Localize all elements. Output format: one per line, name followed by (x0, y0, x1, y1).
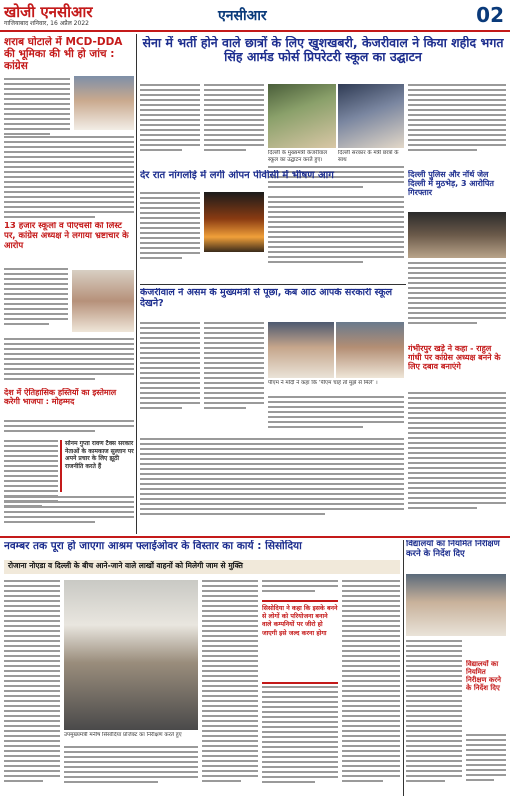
congress-story (408, 344, 506, 388)
left-bottom-story (4, 388, 134, 418)
kejriwal-photo (268, 322, 334, 378)
flyover-quote: सिसोदिया ने कहा कि इसके बनने से लोगों को परियोजना बनाने वाले कम्पनियों पर जीरो हो जाएगी इसे जल्द करना होगा (262, 605, 338, 637)
flyover-subhead-bar (4, 560, 400, 574)
police-story (408, 170, 506, 210)
left-bottom-quote: सोनम गुप्ता रावण टैक्स सरकार नेताओं के कामकाज सुल्तान पर अपने प्रचार के लिए झूठी राजनीति करते हैं (65, 440, 134, 470)
page-number: 02 (476, 3, 504, 27)
flyover-photo (64, 580, 198, 730)
lead-photo-2 (338, 84, 404, 148)
dateline: गाजियाबाद शनिवार, 16 अप्रैल 2022 (4, 20, 89, 27)
fire-story (140, 170, 408, 188)
flyover-subhead: रोजाना नोएडा व दिल्ली के बीच आने-जाने वाले लाखों वाहनों को मिलेगी जाम से मुक्ति (8, 561, 243, 570)
lead-caption-1: दिल्ली के मुख्यमंत्री केजरीवाल स्कूल का उद्घाटन करते हुए। (268, 150, 328, 163)
assam-cm-photo (336, 322, 404, 378)
masthead (0, 0, 510, 32)
lead-story (140, 36, 506, 80)
kejriwal-question-headline: केजरीवाल ने असम के मुख्यमंत्री से पूछा, कब आठ आपके सरकारी स्कूल देखने? (140, 288, 393, 309)
brand-title: खोजी एनसीआर (4, 3, 93, 21)
left-mid-headline: 13 हजार स्कूलों व पीएचसी की लिस्ट पर, कांग्रेस अध्यक्ष ने लगाया भ्रष्टाचार के आरोप (4, 222, 129, 251)
police-photo (408, 212, 506, 258)
congress-headline: गंभीरपुर खड़े ने कहा - राहुल गांधी पर कांग्रेस अध्यक्ष बनने के लिए दबाव बनाएंगे (408, 344, 501, 372)
kejriwal-question-story (140, 288, 406, 318)
flyover-caption: उपमुख्यमंत्री मनीष सिसोदिया प्रोजेक्ट का निरीक्षण करते हुए (64, 732, 182, 738)
left-mid-photo (72, 270, 134, 332)
left-bottom-headline: देश में ऐतिहासिक हस्तियों का इस्तेमाल करेगी भाजपा : मोहम्मद (4, 388, 117, 407)
schools-side-quote: विद्यालयों का नियमित निरीक्षण करने के निर्देश दिए (466, 660, 502, 693)
flyover-quote-box (262, 600, 338, 684)
lead-caption-2: दिल्ली सरकार के मंत्री छात्रों के साथ (338, 150, 399, 163)
left-bottom-quote-box (60, 440, 134, 492)
schools-side-quote-box (466, 660, 506, 730)
kejriwal-caption: पीएम ने मोदी ने कहा कि ‘पीएम चाहें तो मुझे से मिलें’ । (268, 380, 378, 386)
section-region: एनसीआर (218, 8, 267, 24)
fire-photo (204, 192, 264, 252)
left-top-photo (74, 76, 134, 130)
schools-photo (406, 574, 506, 636)
flyover-story (4, 540, 400, 560)
flyover-headline: नवम्बर तक पूरा हो जाएगा आश्रम फ्लाईओवर के विस्तार का कार्य : सिसोदिया (4, 540, 302, 552)
lead-headline: सेना में भर्ती होने वाले छात्रों के लिए खुशखबरी, केजरीवाल ने किया शहीद भगत सिंह आर्मड फोर्स प्रिपरेटरी स्कूल का उद्घाटन (142, 36, 504, 65)
schools-story (406, 540, 506, 570)
fire-headline: देर रात नांगलोई में लगी ओपन पीवीसी में भीषण आग (140, 170, 334, 181)
lead-photo-1 (268, 84, 336, 148)
left-top-headline: शराब घोटाले में MCD-DDA की भूमिका की भी हो जांच : कांग्रेस (4, 36, 123, 73)
police-headline: दिल्ली पुलिस और नॉर्थ जेल दिल्ली में मुठभेड़, 3 आरोपित गिरफ्तार (408, 170, 494, 198)
left-mid-story (4, 222, 134, 262)
schools-headline: विद्यालयों का नियमित निरीक्षण करने के निर्देश दिए (406, 540, 500, 559)
